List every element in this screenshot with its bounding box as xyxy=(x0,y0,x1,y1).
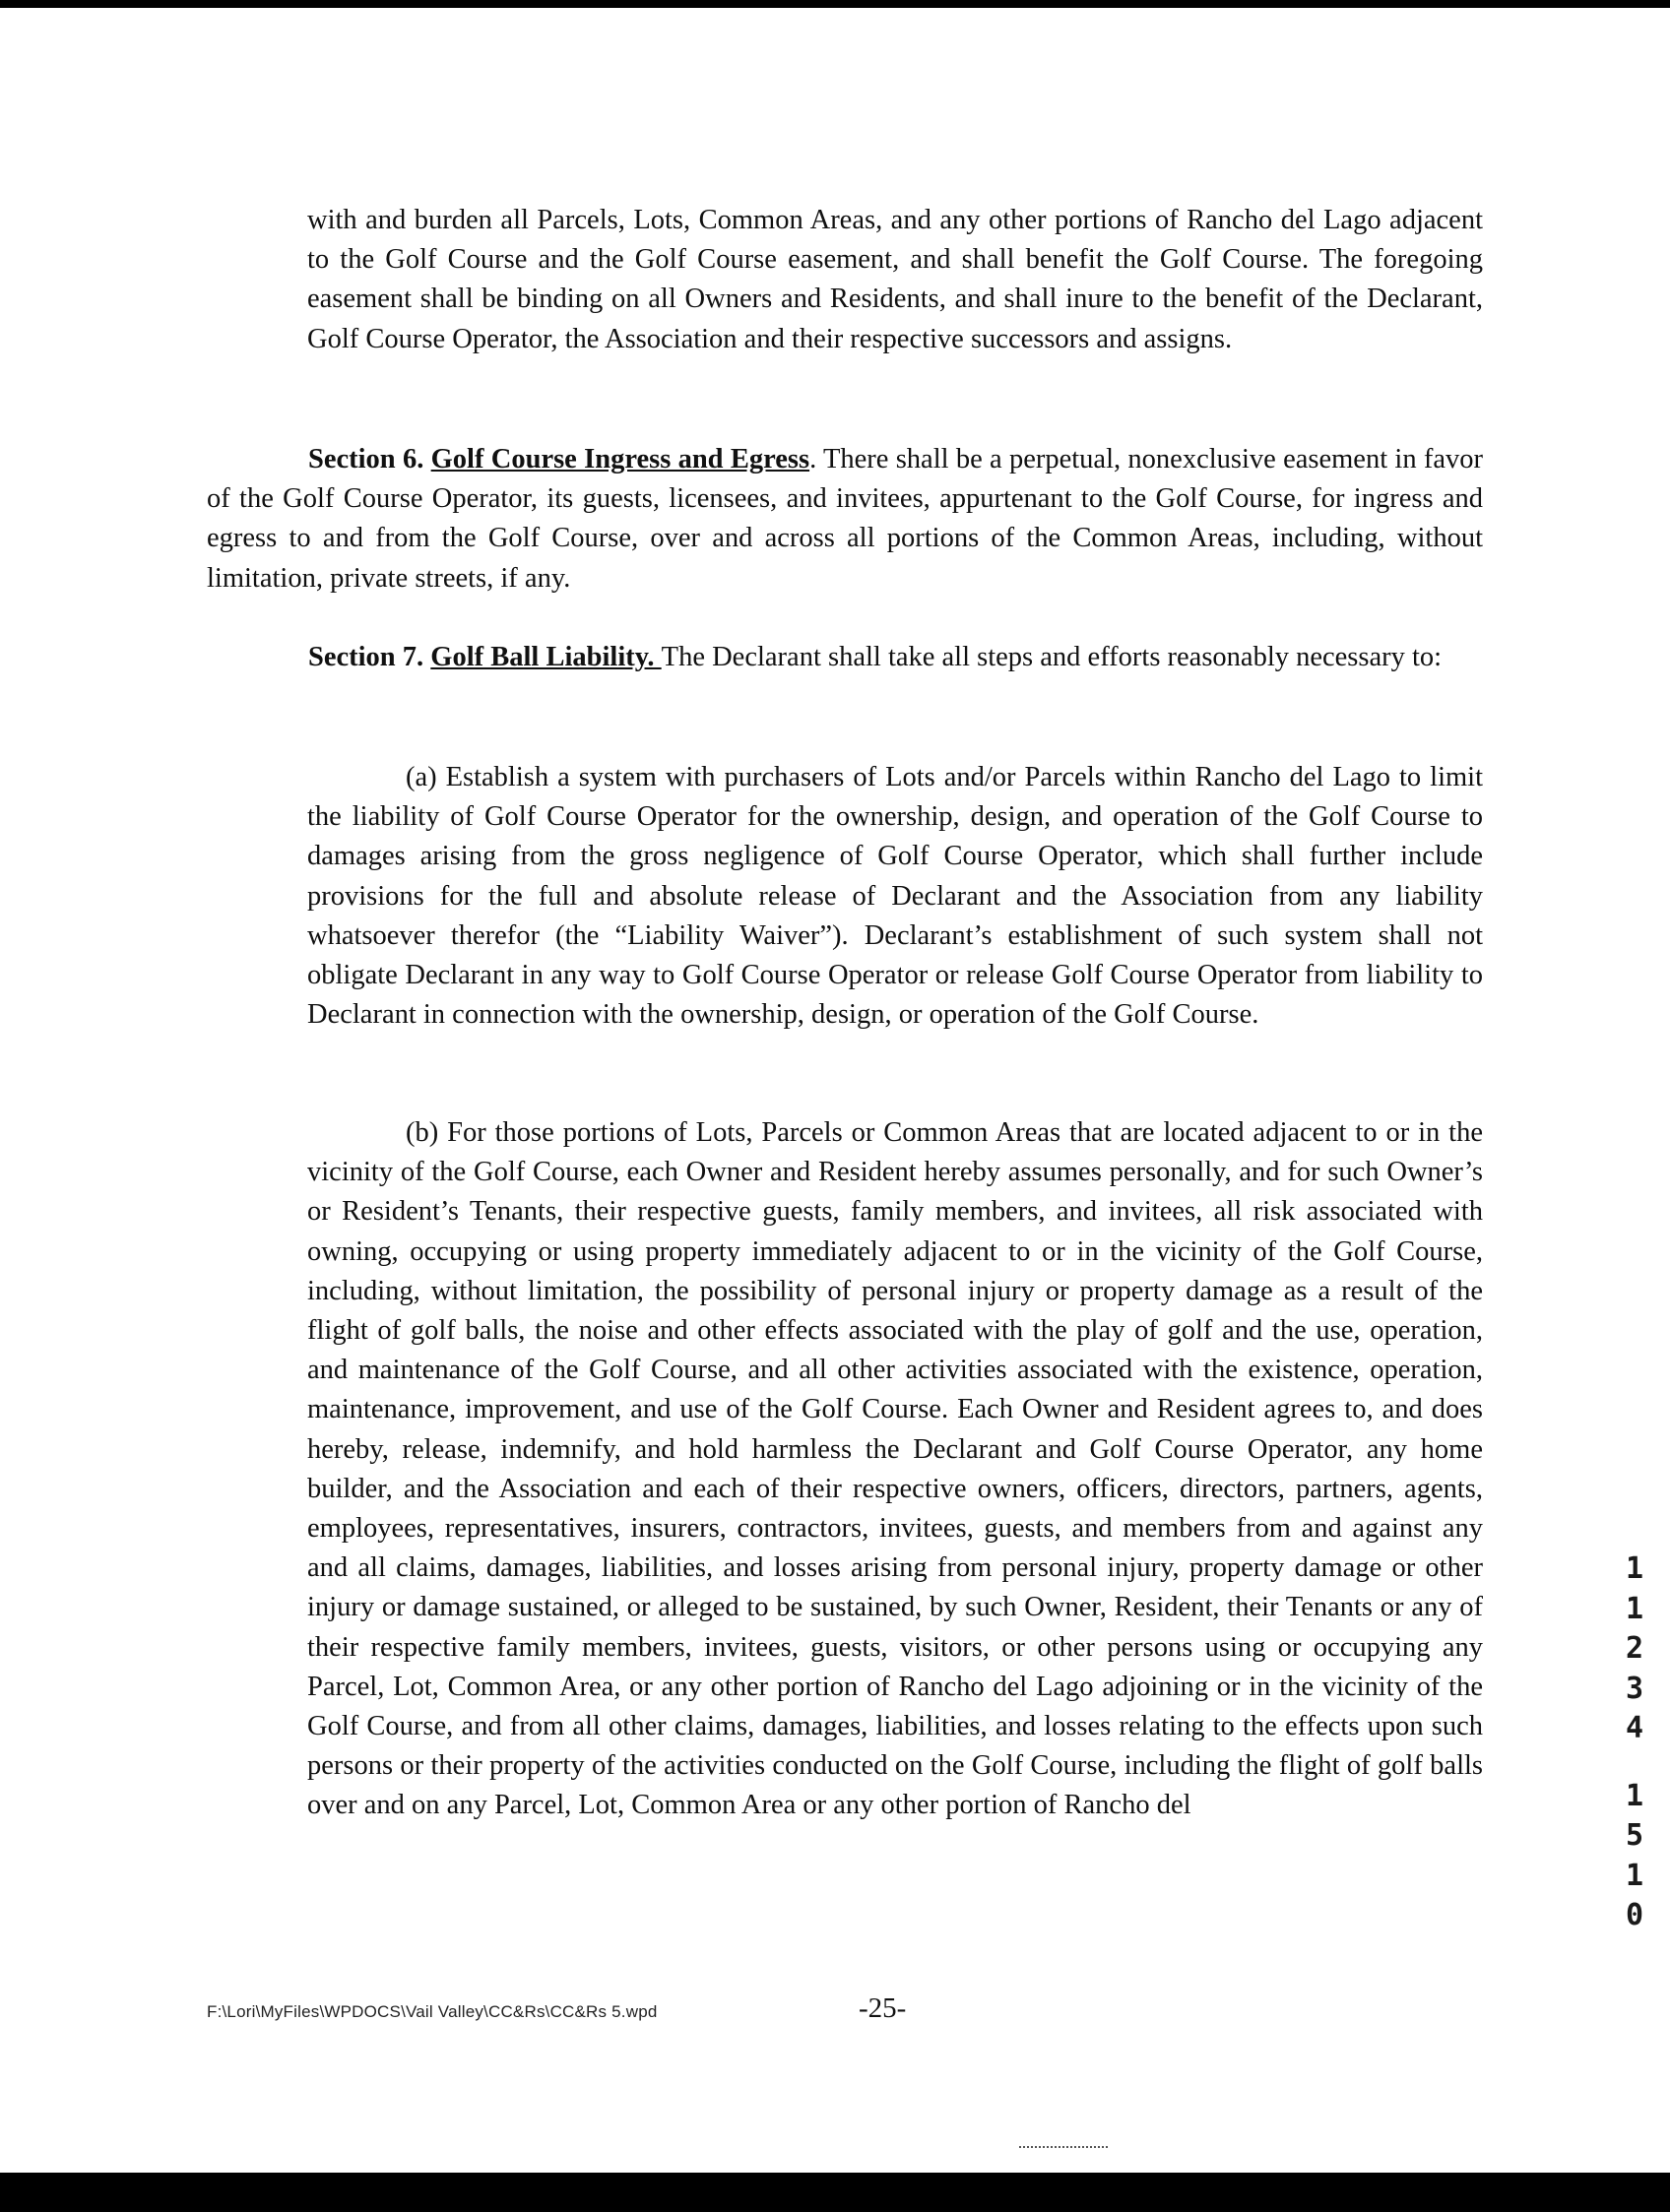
footer-file-path: F:\Lori\MyFiles\WPDOCS\Vail Valley\CC&Rs\CC&Rs 5.wpd xyxy=(207,2002,658,2021)
item-a-paragraph: (a) Establish a system with purchasers of Lots and/or Parcels within Rancho del Lago to limit the liability of Golf Course Operator for the ownership, design, and operation of the Golf Course to damages arising from the gross negligence of Golf Course Operator, which shall further include provisions for the full and absolute release of Declarant and the Association from any liability whatsoever therefor (the “Liability Waiver”). Declarant’s establishment of such system shall not obligate Declarant in any way to Golf Course Operator or release Golf Course Operator from liability to Declarant in connection with the ownership, design, or operation of the Golf Course. xyxy=(307,762,1483,1031)
continuation-paragraph: with and burden all Parcels, Lots, Common Areas, and any other portions of Rancho del Lago adjacent to the Golf Course and the Golf Course easement, and shall benefit the Golf Course. The foregoing easement shall be binding on all Owners and Residents, and shall inure to the benefit of the Declarant, Golf Course Operator, the Association and their respective successors and assigns. xyxy=(307,205,1483,354)
scan-artifact-line xyxy=(1019,2146,1108,2151)
stamp-digit: 1 xyxy=(1625,1551,1644,1586)
section-6-label: Section 6. xyxy=(308,444,424,474)
stamp-digit: 3 xyxy=(1625,1671,1644,1706)
section-6-paragraph xyxy=(207,440,1483,599)
item-b-paragraph: (b) For those portions of Lots, Parcels or Common Areas that are located adjacent to or in the vicinity of the Golf Course, each Owner and Resident hereby assumes personally, and for such Owner’s or Resident’s Tenants, their respective guests, family members, and invitees, all risk associated with owning, occupying or using property immediately adjacent to or in the vicinity of the Golf Course, including, without limitation, the possibility of personal injury or property damage as a result of the flight of golf balls, the noise and other effects associated with the play of golf and the use, operation, and maintenance of the Golf Course, and all other activities associated with the existence, operation, maintenance, improvement, and use of the Golf Course. Each Owner and Resident agrees to, and does hereby, release, indemnify, and hold harmless the Declarant and Golf Course Operator, any home builder, and the Association and each of their respective owners, officers, directors, partners, agents, employees, representatives, insurers, contractors, invitees, guests, and members from and against any and all claims, damages, liabilities, and losses arising from personal injury, property damage or other injury or damage sustained, or alleged to be sustained, by such Owner, Resident, their Tenants or any of their respective family members, invitees, guests, visitors, or other persons using or occupying any Parcel, Lot, Common Area, or any other portion of Rancho del Lago adjoining or in the vicinity of the Golf Course, and from all other claims, damages, liabilities, and losses relating to the effects upon such persons or their property of the activities conducted on the Golf Course, including the flight of golf balls over and on any Parcel, Lot, Common Area or any other portion of Rancho del xyxy=(307,1117,1483,1821)
section-6-text: . There shall be a perpetual, nonexclusive easement in favor of the Golf Course Operator, its guests, licensees, and invitees, appurtenant to the Golf Course, for ingress and egress to and from the Golf Course, over and across all portions of the Common Areas, including, without limitation, private streets, if any. xyxy=(207,444,1484,594)
stamp-digit: 1 xyxy=(1625,1858,1644,1893)
scan-bottom-border xyxy=(0,2173,1670,2212)
section-7-heading: Golf Ball Liability. xyxy=(430,642,662,672)
page-number: -25- xyxy=(859,1992,907,2024)
stamp-digit: 0 xyxy=(1625,1898,1644,1932)
stamp-digit: 1 xyxy=(1625,1778,1644,1813)
stamp-digit: 1 xyxy=(1625,1591,1644,1626)
stamp-gap xyxy=(1615,1749,1654,1777)
stamp-digit: 5 xyxy=(1625,1818,1644,1853)
margin-stamp-number xyxy=(1615,1549,1654,1936)
stamp-digit: 4 xyxy=(1625,1711,1644,1745)
scan-top-border xyxy=(0,0,1670,8)
section-7-label: Section 7. xyxy=(308,642,424,672)
section-7-text: The Declarant shall take all steps and efforts reasonably necessary to: xyxy=(661,642,1443,672)
section-7-paragraph xyxy=(207,638,1483,677)
section-6-heading: Golf Course Ingress and Egress xyxy=(430,444,810,474)
stamp-digit: 2 xyxy=(1625,1631,1644,1666)
